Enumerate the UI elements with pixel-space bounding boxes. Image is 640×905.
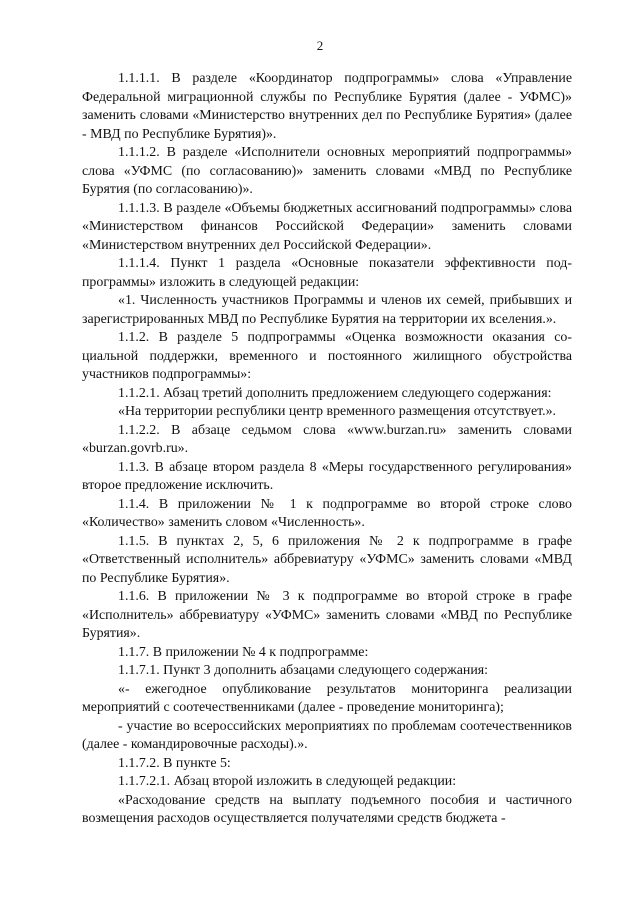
- paragraph: «Расходование средств на выплату подъемного пособия и частичного возмещения расходов осуществляется получателями средств бюджета -: [82, 792, 572, 826]
- paragraph: 1.1.1.3. В разделе «Объемы бюджетных ассигнований подпрограммы» слова «Министерством финансов Российской Федерации» заменить словами «Министерством внутренних дел Российской Федерации».: [82, 200, 572, 253]
- paragraph: 1.1.1.2. В разделе «Исполнители основных мероприятий подпрограммы» слова «УФМС (по согласованию)» заменить словами «МВД по Республике Бурятия (по согласованию)».: [82, 145, 572, 197]
- paragraph: 1.1.7.2.1. Абзац второй изложить в следующей редакции:: [118, 774, 457, 789]
- paragraph: 1.1.5. В пунктах 2, 5, 6 приложения № 2 к подпрограмме в графе «Ответственный исполнитель» аббревиатуру «УФМС» заменить словами «МВД по Республике Бурятия».: [82, 533, 572, 586]
- paragraph: 1.1.2.1. Абзац третий дополнить предложением следующего содержания:: [118, 385, 552, 401]
- paragraph: 1.1.6. В приложении № 3 к подпрограмме во второй строке в графе «Исполнитель» аббревиатуру «УФМС» заменить словами «МВД по Республике Бурятия».: [82, 589, 572, 641]
- paragraph: 1.1.4. В приложении № 1 к подпрограмме во второй строке слово «Количество» заменить словом «Численность».: [82, 496, 572, 530]
- paragraph: «На территории республики центр временного размещения отсутствует.».: [118, 404, 557, 419]
- paragraph: 1.1.2.2. В абзаце седьмом слова «www.burzan.ru» заменить словами «burzan.govrb.ru».: [82, 422, 572, 456]
- paragraph: 1.1.1.4. Пункт 1 раздела «Основные показатели эффективности подпрограммы» изложить в следующей редакции:: [82, 256, 572, 290]
- page-number: 2: [316, 38, 324, 53]
- paragraph: - участие во всероссийских мероприятиях по проблемам соотечественников (далее - командировочные расходы).».: [82, 718, 572, 752]
- paragraph: 1.1.7.2. В пункте 5:: [118, 755, 231, 771]
- paragraph: «- ежегодное опубликование результатов мониторинга реализации мероприятий с соотечественниками (далее - проведение мониторинга);: [82, 681, 572, 715]
- paragraph: 1.1.3. В абзаце втором раздела 8 «Меры государственного регулирования» второе предложение исключить.: [82, 459, 572, 493]
- paragraph: 1.1.2. В разделе 5 подпрограммы «Оценка возможности оказания социальной поддержки, временного и постоянного жилищного обустройства участников подпрограммы»:: [82, 330, 572, 382]
- paragraph: 1.1.7. В приложении № 4 к подпрограмме:: [118, 644, 369, 660]
- document-body: [82, 70, 572, 829]
- paragraph: 1.1.1.1. В разделе «Координатор подпрограммы» слова «Управление Федеральной миграционной службы по Республике Бурятия (далее - УФМС)» заменить словами «Министерство внутренних дел по Республике Бурятия» (далее - МВД по Республике Бурятия)».: [82, 71, 572, 142]
- paragraph: «1. Численность участников Программы и членов их семей, прибывших и зарегистрированных МВД по Республике Бурятия на территории их вселения.».: [82, 293, 572, 327]
- paragraph: 1.1.7.1. Пункт 3 дополнить абзацами следующего содержания:: [118, 663, 489, 678]
